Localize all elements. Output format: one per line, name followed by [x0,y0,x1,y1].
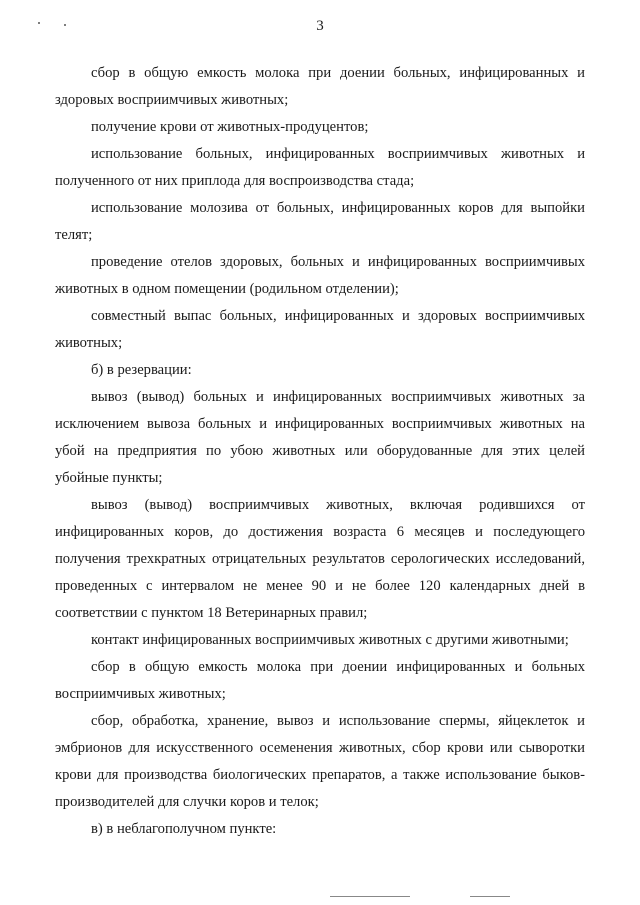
paragraph: использование молозива от больных, инфицированных коров для выпойки телят; [55,200,585,243]
paragraph: сбор в общую емкость молока при доении больных, инфицированных и здоровых восприимчивых животных; [55,65,585,108]
paragraph: вывоз (вывод) восприимчивых животных, включая родившихся от инфицированных коров, до достижения возраста 6 месяцев и последующего получения трехкратных отрицательных результатов серологических исследований, проведенных с интервалом не менее 90 и не более 120 календарных дней в соответствии с пунктом 18 Ветеринарных правил; [55,497,585,621]
paragraph: проведение отелов здоровых, больных и инфицированных восприимчивых животных в одном помещении (родильном отделении); [55,254,585,297]
page-number: 3 [316,18,324,34]
scan-artifact-line [330,896,410,897]
scan-artifact-dot [38,22,40,24]
paragraph: совместный выпас больных, инфицированных и здоровых восприимчивых животных; [55,308,585,351]
paragraph: контакт инфицированных восприимчивых животных с другими животными; [91,632,569,648]
paragraph: сбор в общую емкость молока при доении инфицированных и больных восприимчивых животных; [55,659,585,702]
paragraph: вывоз (вывод) больных и инфицированных восприимчивых животных за исключением вывоза больных и инфицированных восприимчивых животных на убой на предприятия по убою животных или оборудованные для этих целей убойные пункты; [55,389,585,486]
paragraph: использование больных, инфицированных восприимчивых животных и полученного от них приплода для воспроизводства стада; [55,146,585,189]
scan-artifact-dot [64,24,66,26]
document-body [55,60,585,843]
paragraph: сбор, обработка, хранение, вывоз и использование спермы, яйцеклеток и эмбрионов для искусственного осеменения животных, сбор крови или сыворотки крови для производства биологических препаратов, а также использование быков-производителей для случки коров и телок; [55,713,585,810]
section-heading-b: б) в резервации: [91,362,192,378]
scan-artifact-line [470,896,510,897]
paragraph: получение крови от животных-продуцентов; [91,119,369,135]
section-heading-v: в) в неблагополучном пункте: [91,821,277,837]
